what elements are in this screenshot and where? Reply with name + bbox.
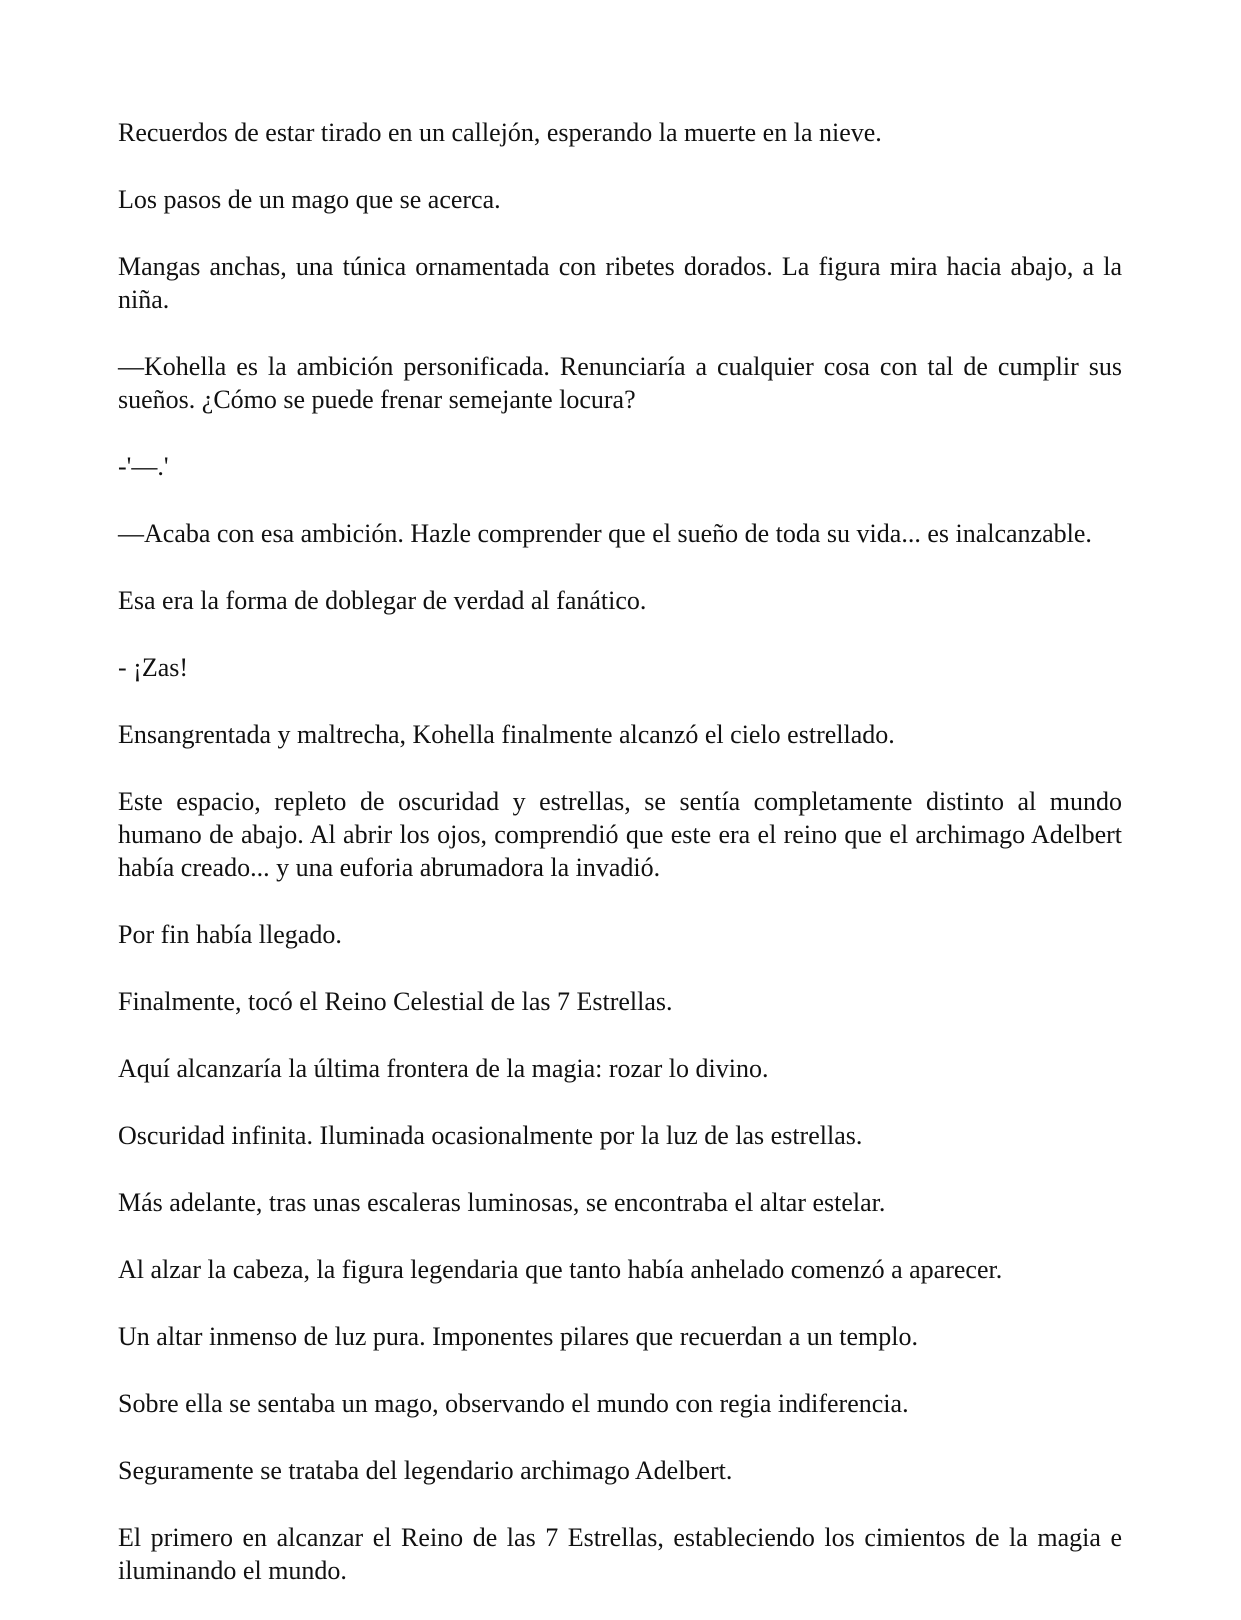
paragraph: Más adelante, tras unas escaleras luminosas, se encontraba el altar estelar. [118, 1188, 886, 1217]
paragraph: —Kohella es la ambición personificada. Renunciaría a cualquier cosa con tal de cumplir sus sueños. ¿Cómo se puede frenar semejante locura? [118, 352, 1122, 414]
paragraph: El primero en alcanzar el Reino de las 7 Estrellas, estableciendo los cimientos de la magia e iluminando el mundo. [118, 1523, 1122, 1585]
paragraph: Finalmente, tocó el Reino Celestial de las 7 Estrellas. [118, 987, 673, 1016]
paragraph: Seguramente se trataba del legendario archimago Adelbert. [118, 1456, 733, 1485]
paragraph: Al alzar la cabeza, la figura legendaria que tanto había anhelado comenzó a aparecer. [118, 1255, 1003, 1284]
paragraph: -'—.' [118, 452, 169, 481]
paragraph: Este espacio, repleto de oscuridad y estrellas, se sentía completamente distinto al mundo humano de abajo. Al abrir los ojos, comprendió que este era el reino que el archimago Adelbert había creado... y una euforia abrumadora la invadió. [118, 787, 1122, 882]
paragraph: Esa era la forma de doblegar de verdad al fanático. [118, 586, 647, 615]
paragraph: Mangas anchas, una túnica ornamentada con ribetes dorados. La figura mira hacia abajo, a la niña. [118, 252, 1122, 314]
paragraph: Ensangrentada y maltrecha, Kohella finalmente alcanzó el cielo estrellado. [118, 720, 895, 749]
body-text [118, 116, 1122, 1620]
paragraph: Un altar inmenso de luz pura. Imponentes pilares que recuerdan a un templo. [118, 1322, 918, 1351]
paragraph: —Acaba con esa ambición. Hazle comprender que el sueño de toda su vida... es inalcanzable. [118, 519, 1092, 548]
paragraph: Oscuridad infinita. Iluminada ocasionalmente por la luz de las estrellas. [118, 1121, 863, 1150]
paragraph: Los pasos de un mago que se acerca. [118, 185, 501, 214]
paragraph: - ¡Zas! [118, 653, 189, 682]
paragraph: Sobre ella se sentaba un mago, observando el mundo con regia indiferencia. [118, 1389, 909, 1418]
paragraph: Aquí alcanzaría la última frontera de la magia: rozar lo divino. [118, 1054, 769, 1083]
paragraph: Recuerdos de estar tirado en un callejón, esperando la muerte en la nieve. [118, 118, 882, 147]
paragraph: Por fin había llegado. [118, 920, 342, 949]
